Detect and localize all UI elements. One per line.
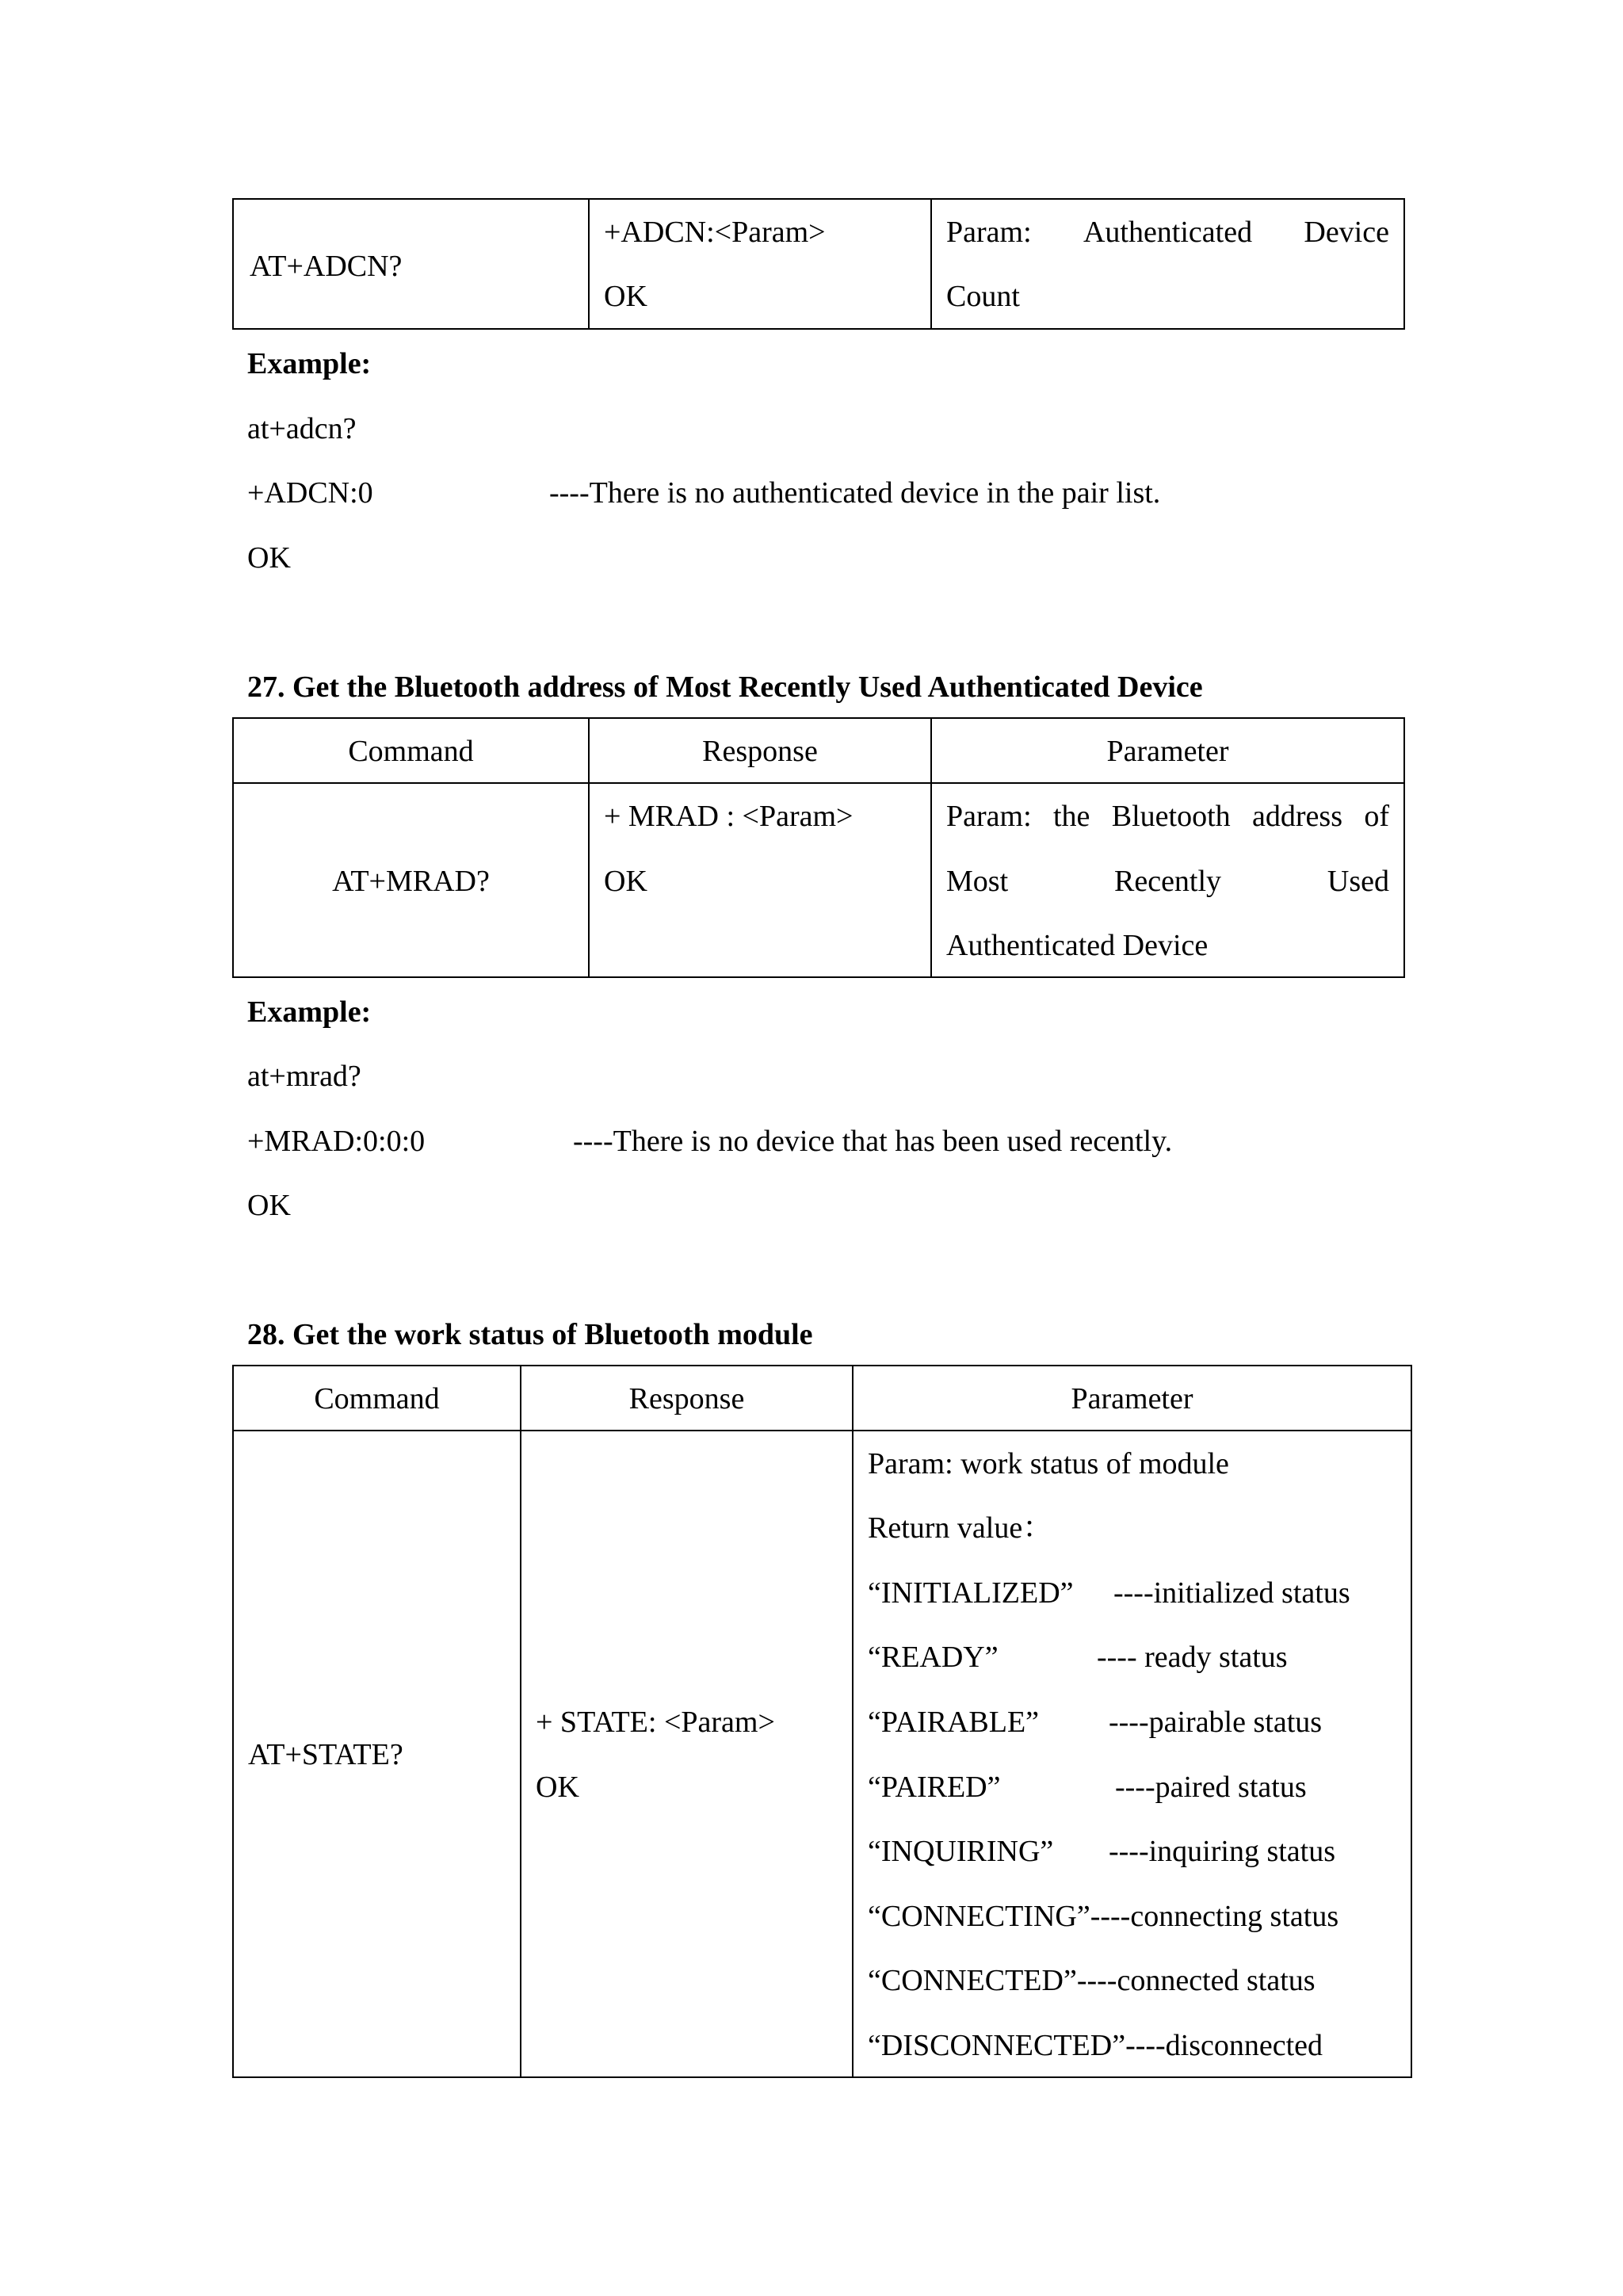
- mrad-command-cell: [233, 783, 589, 977]
- adcn-command: AT+ADCN?: [250, 250, 403, 283]
- state-line: [868, 1966, 1316, 1996]
- example-label: Example:: [247, 347, 372, 380]
- state-desc: ----connected status: [1076, 1964, 1316, 1997]
- state-param-intro: Param: work status of module: [868, 1447, 1229, 1480]
- state-value: “INITIALIZED”: [868, 1576, 1074, 1610]
- state-value: “PAIRABLE”: [868, 1706, 1040, 1739]
- mrad-param-word: Most: [946, 865, 1009, 898]
- header-cell: [931, 718, 1404, 783]
- state-value: “PAIRED”: [868, 1771, 1001, 1804]
- state-value: “DISCONNECTED”: [868, 2029, 1126, 2062]
- column-header: Command: [348, 735, 474, 768]
- example-line: +ADCN:0: [247, 476, 373, 510]
- mrad-response-line1: + MRAD : <Param>: [604, 800, 854, 833]
- example-line: OK: [247, 1189, 291, 1222]
- column-header: Response: [628, 1382, 745, 1415]
- state-value: “READY”: [868, 1641, 999, 1674]
- header-cell: [233, 1366, 521, 1431]
- header-cell: [589, 718, 931, 783]
- state-value: “INQUIRING”: [868, 1835, 1054, 1868]
- state-table: [232, 1365, 1412, 2078]
- state-line: [868, 1901, 1338, 1931]
- state-desc: ---- ready status: [1097, 1641, 1288, 1674]
- state-value: “CONNECTING”: [868, 1900, 1090, 1933]
- section-heading: 27. Get the Bluetooth address of Most Recently Used Authenticated Device: [247, 670, 1203, 704]
- mrad-response-cell: [589, 783, 931, 977]
- adcn-response-cell: [589, 199, 931, 329]
- mrad-parameter-line3: Authenticated Device: [946, 929, 1209, 962]
- state-line: [868, 2030, 1323, 2061]
- mrad-parameter-line1: Param: the Bluetooth address of: [946, 800, 1389, 833]
- state-value: “CONNECTED”: [868, 1964, 1077, 1997]
- header-cell: [853, 1366, 1411, 1431]
- example-label: Example:: [247, 995, 372, 1029]
- section-heading: 28. Get the work status of Bluetooth module: [247, 1318, 813, 1351]
- header-cell: [521, 1366, 853, 1431]
- adcn-param-word: Device: [1304, 216, 1389, 249]
- example-line: +MRAD:0:0:0: [247, 1125, 426, 1158]
- example-line: at+adcn?: [247, 412, 357, 445]
- state-desc: ----paired status: [1115, 1771, 1307, 1804]
- example-line: OK: [247, 541, 291, 575]
- adcn-parameter-line2: Count: [946, 280, 1020, 313]
- column-header: Response: [702, 735, 818, 768]
- adcn-table: [232, 198, 1405, 330]
- state-desc: ----connecting status: [1090, 1900, 1339, 1933]
- adcn-param-word: Authenticated: [1083, 216, 1253, 249]
- state-response-line1: + STATE: <Param>: [536, 1706, 775, 1739]
- adcn-parameter-line1: [946, 217, 1389, 247]
- adcn-response-line1: +ADCN:<Param>: [604, 216, 826, 249]
- state-response-cell: [521, 1431, 853, 2077]
- mrad-parameter-cell: [931, 783, 1404, 977]
- header-cell: [233, 718, 589, 783]
- state-desc: ----disconnected: [1125, 2029, 1323, 2062]
- column-header: Parameter: [1106, 735, 1229, 768]
- mrad-command: AT+MRAD?: [332, 865, 490, 898]
- mrad-parameter-line2: [946, 866, 1389, 896]
- adcn-response-line2: OK: [604, 280, 647, 313]
- column-header: Command: [314, 1382, 440, 1415]
- column-header: Parameter: [1071, 1382, 1193, 1415]
- example-note: ----There is no authenticated device in the pair list.: [549, 476, 1161, 510]
- state-command-cell: [233, 1431, 521, 2077]
- state-desc: ----pairable status: [1109, 1706, 1323, 1739]
- state-desc: ----initialized status: [1113, 1576, 1350, 1610]
- mrad-param-word: Used: [1327, 865, 1389, 898]
- mrad-param-word: Recently: [1113, 865, 1222, 898]
- state-command: AT+STATE?: [248, 1738, 403, 1771]
- adcn-parameter-cell: [931, 199, 1404, 329]
- example-note: ----There is no device that has been used recently.: [573, 1125, 1173, 1158]
- adcn-command-cell: [233, 199, 589, 329]
- state-desc: ----inquiring status: [1109, 1835, 1336, 1868]
- mrad-table: [232, 717, 1405, 978]
- mrad-response-line2: OK: [604, 865, 647, 898]
- adcn-param-word: Param:: [946, 216, 1032, 249]
- state-response-line2: OK: [536, 1771, 579, 1804]
- state-parameter-cell: [853, 1431, 1411, 2077]
- state-return-label: Return value：: [868, 1511, 1053, 1545]
- example-line: at+mrad?: [247, 1060, 361, 1093]
